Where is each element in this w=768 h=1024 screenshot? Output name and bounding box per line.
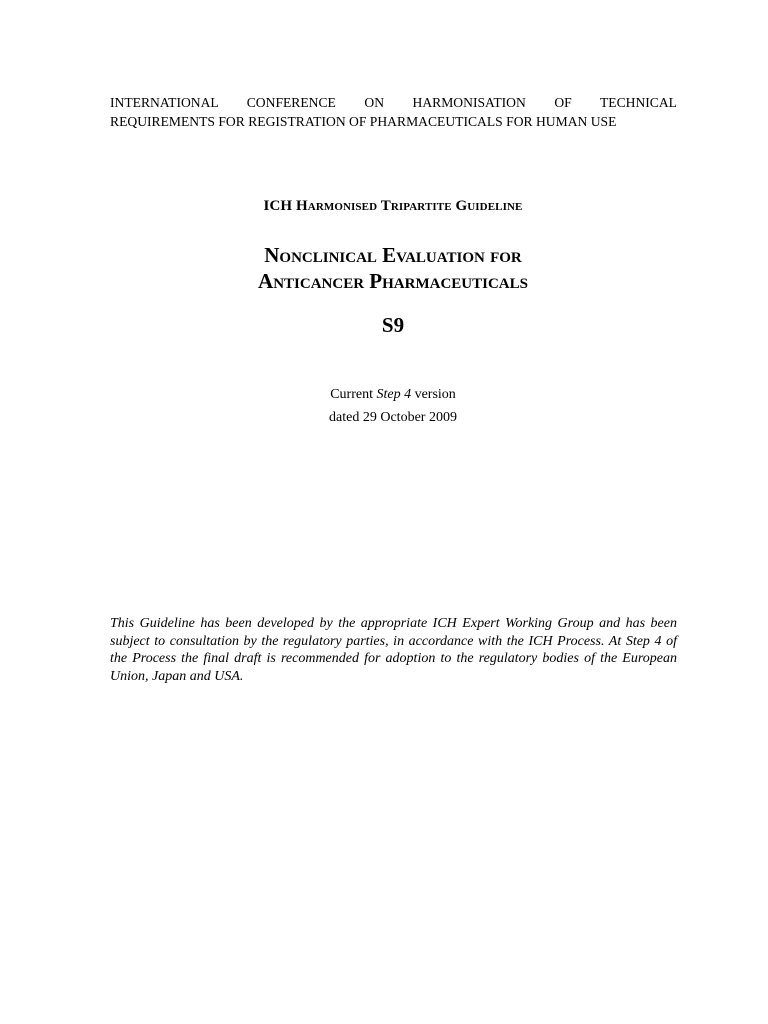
document-title: [0, 242, 768, 294]
header-line-2: REQUIREMENTS FOR REGISTRATION OF PHARMACEUTICALS FOR HUMAN USE: [110, 114, 617, 129]
version-step: Step 4: [376, 387, 412, 402]
version-prefix: Current: [330, 387, 373, 402]
guideline-type: ICH Harmonised Tripartite Guideline: [263, 198, 523, 214]
version-info: [0, 383, 768, 429]
version-suffix: version: [414, 387, 456, 402]
title-line-2: Anticancer Pharmaceuticals: [258, 269, 528, 293]
conference-header: [110, 93, 677, 131]
version-line: [0, 383, 768, 406]
guideline-notice: This Guideline has been developed by the appropriate ICH Expert Working Group and has been subject to consultation by the regulatory parties, in accordance with the ICH Process. At Step 4 of the Process the final draft is recommended for adoption to the regulatory bodies of the European Union, Japan and USA.: [110, 616, 677, 684]
version-date: dated 29 October 2009: [329, 410, 457, 425]
guideline-code: S9: [381, 313, 405, 337]
header-line-1: INTERNATIONAL CONFERENCE ON HARMONISATION OF TECHNICAL: [110, 95, 677, 110]
title-line-1: Nonclinical Evaluation for: [264, 243, 522, 267]
